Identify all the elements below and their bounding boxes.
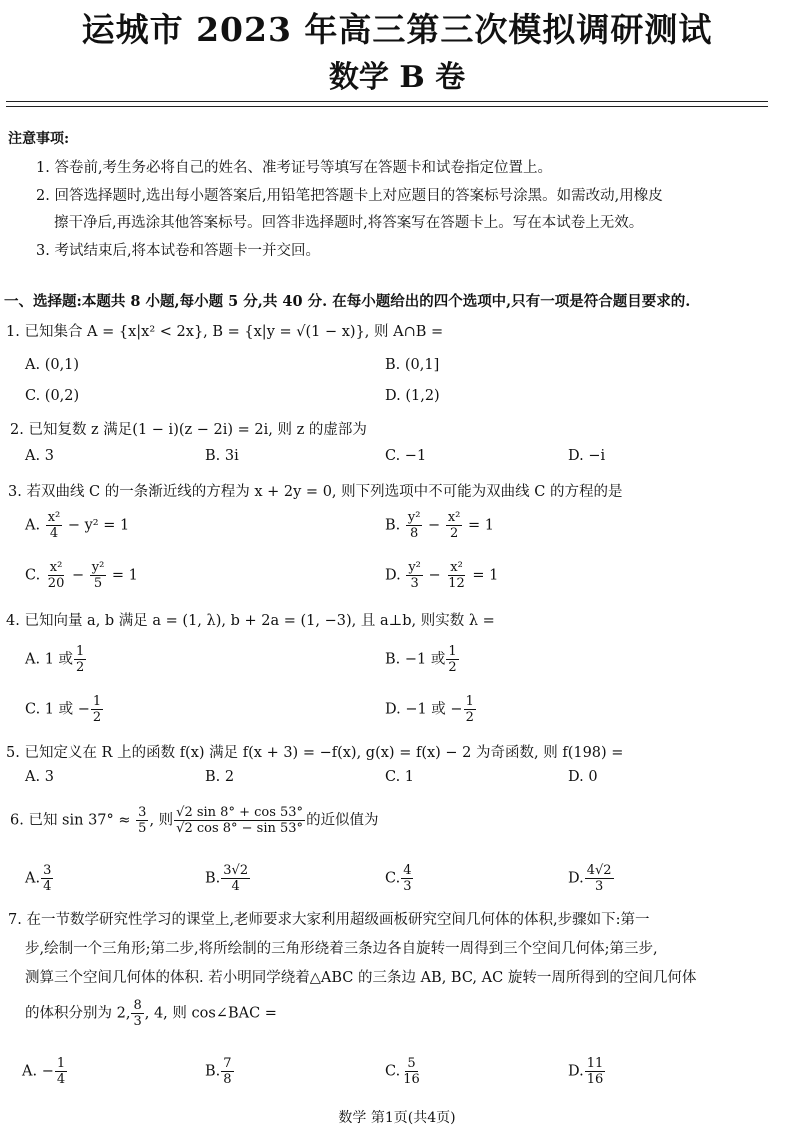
operator: − [428, 517, 441, 534]
q2-option-a: A. 3 [25, 448, 54, 464]
numerator: 3√2 [223, 863, 249, 878]
numerator: 4√2 [586, 863, 612, 878]
denominator: 3 [410, 576, 419, 591]
stem-text: , 4, 则 cos∠BAC = [144, 1005, 277, 1022]
denominator: 3 [403, 879, 412, 894]
question-7-stem [25, 998, 277, 1029]
stem-text: 的近似值为 [306, 812, 379, 829]
numerator: 3 [43, 863, 52, 878]
option-label: A. [25, 517, 41, 534]
denominator: 2 [449, 526, 459, 541]
numerator: x² [49, 560, 63, 575]
q1-option-d: D. (1,2) [385, 388, 440, 404]
section-heading: 一、选择题:本题共 8 小题,每小题 5 分,共 40 分. 在每小题给出的四个选项中,只有一项是符合题目要求的. [4, 293, 691, 310]
q4-option-a [25, 644, 87, 675]
q2-option-b: B. 3i [205, 448, 239, 464]
fraction [446, 644, 458, 675]
option-text: = 1 [472, 567, 499, 584]
numerator: 1 [56, 1056, 66, 1071]
stem-text: 6. 已知 sin 37° ≈ [10, 812, 131, 829]
q6-option-a [25, 863, 54, 894]
denominator: 2 [76, 660, 85, 675]
denominator: 2 [465, 710, 474, 725]
option-label: C. [385, 1063, 401, 1080]
numerator: 1 [448, 644, 457, 659]
option-text: − y² = 1 [67, 517, 130, 534]
denominator: 5 [93, 576, 103, 591]
numerator: 5 [407, 1056, 416, 1071]
q5-option-a: A. 3 [25, 769, 54, 785]
option-label: A. − [22, 1063, 54, 1080]
notice-item: 2. 回答选择题时,选出每小题答案后,用铅笔把答题卡上对应题目的答案标号涂黑。如需改动,用橡皮 [36, 188, 663, 204]
denominator: 3 [133, 1014, 142, 1029]
fraction [406, 510, 423, 541]
fraction [464, 694, 476, 725]
numerator: y² [91, 560, 105, 575]
fraction [406, 560, 423, 591]
question-6-stem [10, 805, 379, 836]
fraction [131, 998, 143, 1029]
fraction [585, 863, 614, 894]
denominator: 12 [448, 576, 465, 591]
numerator: x² [47, 510, 61, 525]
numerator: 1 [76, 644, 85, 659]
numerator: 1 [465, 694, 474, 709]
question-1-stem: 1. 已知集合 A = {x|x² < 2x}, B = {x|y = √(1 − x)}, 则 A∩B = [6, 324, 444, 340]
question-2-stem: 2. 已知复数 z 满足(1 − i)(z − 2i) = 2i, 则 z 的虚部为 [10, 422, 367, 438]
exam-subtitle: 数学 B 卷 [328, 60, 466, 95]
numerator: y² [407, 510, 421, 525]
fraction [91, 694, 103, 725]
q4-option-b [385, 644, 460, 675]
q7-option-a [22, 1056, 68, 1087]
question-7-stem: 测算三个空间几何体的体积. 若小明同学绕着△ABC 的三条边 AB, BC, AC 旋转一周所得到的空间几何体 [25, 970, 697, 986]
operator: − [428, 567, 441, 584]
option-text: C. 1 或 − [25, 701, 90, 718]
q1-option-a: A. (0,1) [25, 357, 80, 373]
notice-heading: 注意事项: [8, 131, 70, 147]
numerator: x² [450, 560, 463, 575]
denominator: √2 cos 8° − sin 53° [176, 821, 304, 836]
notice-item: 擦干净后,再选涂其他答案标号。回答非选择题时,将答案写在答题卡上。写在本试卷上无效。 [54, 215, 644, 231]
fraction [41, 863, 53, 894]
option-label: C. [25, 567, 41, 584]
fraction [401, 1056, 422, 1087]
page-footer: 数学 第1页(共4页) [338, 1110, 456, 1126]
denominator: 3 [594, 879, 604, 894]
denominator: 4 [43, 879, 52, 894]
option-label: B. [205, 1063, 221, 1080]
numerator: 8 [133, 998, 142, 1013]
denominator: 20 [47, 576, 65, 591]
header-divider [6, 101, 768, 102]
q5-option-b: B. 2 [205, 769, 235, 785]
fraction [585, 1056, 606, 1087]
option-text: D. −1 或 − [385, 701, 463, 718]
numerator: 3 [138, 805, 147, 820]
option-label: B. [205, 870, 221, 887]
option-text: B. −1 或 [385, 651, 446, 668]
fraction [55, 1056, 67, 1087]
q6-option-d [568, 863, 615, 894]
option-label: B. [385, 517, 401, 534]
option-text: A. 1 或 [25, 651, 74, 668]
fraction [74, 644, 86, 675]
fraction [174, 805, 305, 836]
denominator: 8 [410, 526, 419, 541]
q7-option-c [385, 1056, 423, 1087]
notice-item: 3. 考试结束后,将本试卷和答题卡一并交回。 [36, 243, 321, 259]
option-label: D. [568, 870, 584, 887]
fraction [90, 560, 107, 591]
denominator: 2 [448, 660, 457, 675]
fraction [221, 863, 250, 894]
option-label: C. [385, 870, 401, 887]
numerator: 11 [586, 1056, 604, 1071]
notice-item: 1. 答卷前,考生务必将自己的姓名、准考证号等填写在答题卡和试卷指定位置上。 [36, 160, 553, 176]
q3-option-b [385, 510, 494, 541]
fraction [401, 863, 413, 894]
question-7-stem: 步,绘制一个三角形;第二步,将所绘制的三角形绕着三条边各自旋转一周得到三个空间几何体;第三步, [25, 941, 658, 957]
fraction [221, 1056, 233, 1087]
numerator: y² [408, 560, 421, 575]
exam-title: 运城市 2023 年高三第三次模拟调研测试 [81, 10, 713, 49]
q1-option-b: B. (0,1] [385, 357, 440, 373]
question-4-stem: 4. 已知向量 a, b 满足 a = (1, λ), b + 2a = (1, −3), 且 a⊥b, 则实数 λ = [6, 613, 495, 629]
denominator: 2 [92, 710, 102, 725]
q3-option-d [385, 560, 498, 591]
q4-option-d [385, 694, 477, 725]
fraction [46, 510, 63, 541]
denominator: 5 [138, 821, 147, 836]
denominator: 4 [231, 879, 240, 894]
denominator: 16 [403, 1072, 420, 1087]
q6-option-b [205, 863, 251, 894]
numerator: 1 [92, 694, 102, 709]
fraction [46, 560, 67, 591]
numerator: 4 [403, 863, 412, 878]
q3-option-a [25, 510, 129, 541]
denominator: 4 [56, 1072, 66, 1087]
option-text: = 1 [111, 567, 138, 584]
option-label: A. [25, 870, 41, 887]
q5-option-c: C. 1 [385, 769, 415, 785]
option-label: D. [568, 1063, 584, 1080]
fraction [446, 510, 463, 541]
denominator: 4 [49, 526, 59, 541]
q6-option-c [385, 863, 414, 894]
header-divider-thin [6, 106, 768, 107]
question-3-stem: 3. 若双曲线 C 的一条渐近线的方程为 x + 2y = 0, 则下列选项中不可能为双曲线 C 的方程的是 [8, 484, 623, 500]
q2-option-d: D. −i [568, 448, 606, 464]
q3-option-c [25, 560, 138, 591]
option-text: = 1 [467, 517, 494, 534]
fraction [446, 560, 467, 591]
option-label: D. [385, 567, 401, 584]
numerator: √2 sin 8° + cos 53° [176, 805, 304, 820]
denominator: 8 [223, 1072, 232, 1087]
numerator: 7 [223, 1056, 232, 1071]
question-7-stem: 7. 在一节数学研究性学习的课堂上,老师要求大家利用超级画板研究空间几何体的体积,步骤如下:第一 [8, 912, 650, 928]
denominator: 16 [586, 1072, 604, 1087]
stem-text: 的体积分别为 2, [25, 1005, 131, 1022]
question-5-stem: 5. 已知定义在 R 上的函数 f(x) 满足 f(x + 3) = −f(x), g(x) = f(x) − 2 为奇函数, 则 f(198) = [6, 745, 624, 761]
q4-option-c [25, 694, 104, 725]
q2-option-c: C. −1 [385, 448, 427, 464]
q7-option-b [205, 1056, 235, 1087]
fraction [136, 805, 148, 836]
q1-option-c: C. (0,2) [25, 388, 80, 404]
stem-text: , 则 [149, 812, 174, 829]
q5-option-d: D. 0 [568, 769, 598, 785]
numerator: x² [447, 510, 461, 525]
operator: − [71, 567, 85, 584]
q7-option-d [568, 1056, 606, 1087]
